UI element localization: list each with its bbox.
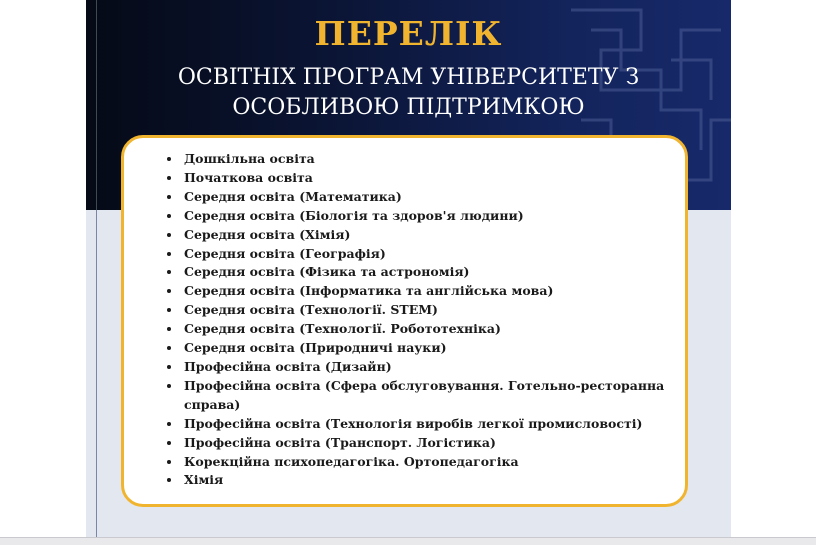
program-item: • Середня освіта (Інформатика та англійська мова) — [182, 282, 682, 301]
program-item: • Середня освіта (Математика) — [182, 188, 682, 207]
poster-title: ПЕРЕЛІК — [314, 14, 503, 53]
left-border-line-lower — [96, 210, 97, 537]
program-item: • Середня освіта (Біологія та здоров'я людини) — [182, 207, 682, 226]
poster-image — [86, 0, 731, 537]
program-item: • Середня освіта (Технології. STEM) — [182, 301, 682, 320]
program-item: • Професійна освіта (Дизайн) — [182, 358, 682, 377]
viewer-bottom-edge — [0, 537, 816, 545]
program-item: • Професійна освіта (Технологія виробів легкої промисловості) — [182, 415, 682, 434]
subtitle-line-1: ОСВІТНІХ ПРОГРАМ УНІВЕРСИТЕТУ З — [177, 65, 640, 90]
program-item: • Хімія — [182, 471, 682, 490]
program-item: • Корекційна психопедагогіка. Ортопедагогіка — [182, 453, 682, 472]
program-item: • Середня освіта (Фізика та астрономія) — [182, 263, 682, 282]
program-list-card — [121, 135, 688, 507]
subtitle-line-2: ОСОБЛИВОЮ ПІДТРИМКОЮ — [232, 95, 585, 120]
program-item: • Середня освіта (Географія) — [182, 245, 682, 264]
program-item: • Дошкільна освіта — [182, 150, 682, 169]
program-item: • Середня освіта (Технології. Робототехніка) — [182, 320, 682, 339]
program-item: • Професійна освіта (Сфера обслуговування. Готельно-ресторанна справа) — [182, 377, 682, 415]
program-item: • Середня освіта (Хімія) — [182, 226, 682, 245]
poster-subtitle — [86, 63, 731, 123]
program-list — [166, 150, 682, 490]
program-item: • Початкова освіта — [182, 169, 682, 188]
program-item: • Середня освіта (Природничі науки) — [182, 339, 682, 358]
program-item: • Професійна освіта (Транспорт. Логістика) — [182, 434, 682, 453]
